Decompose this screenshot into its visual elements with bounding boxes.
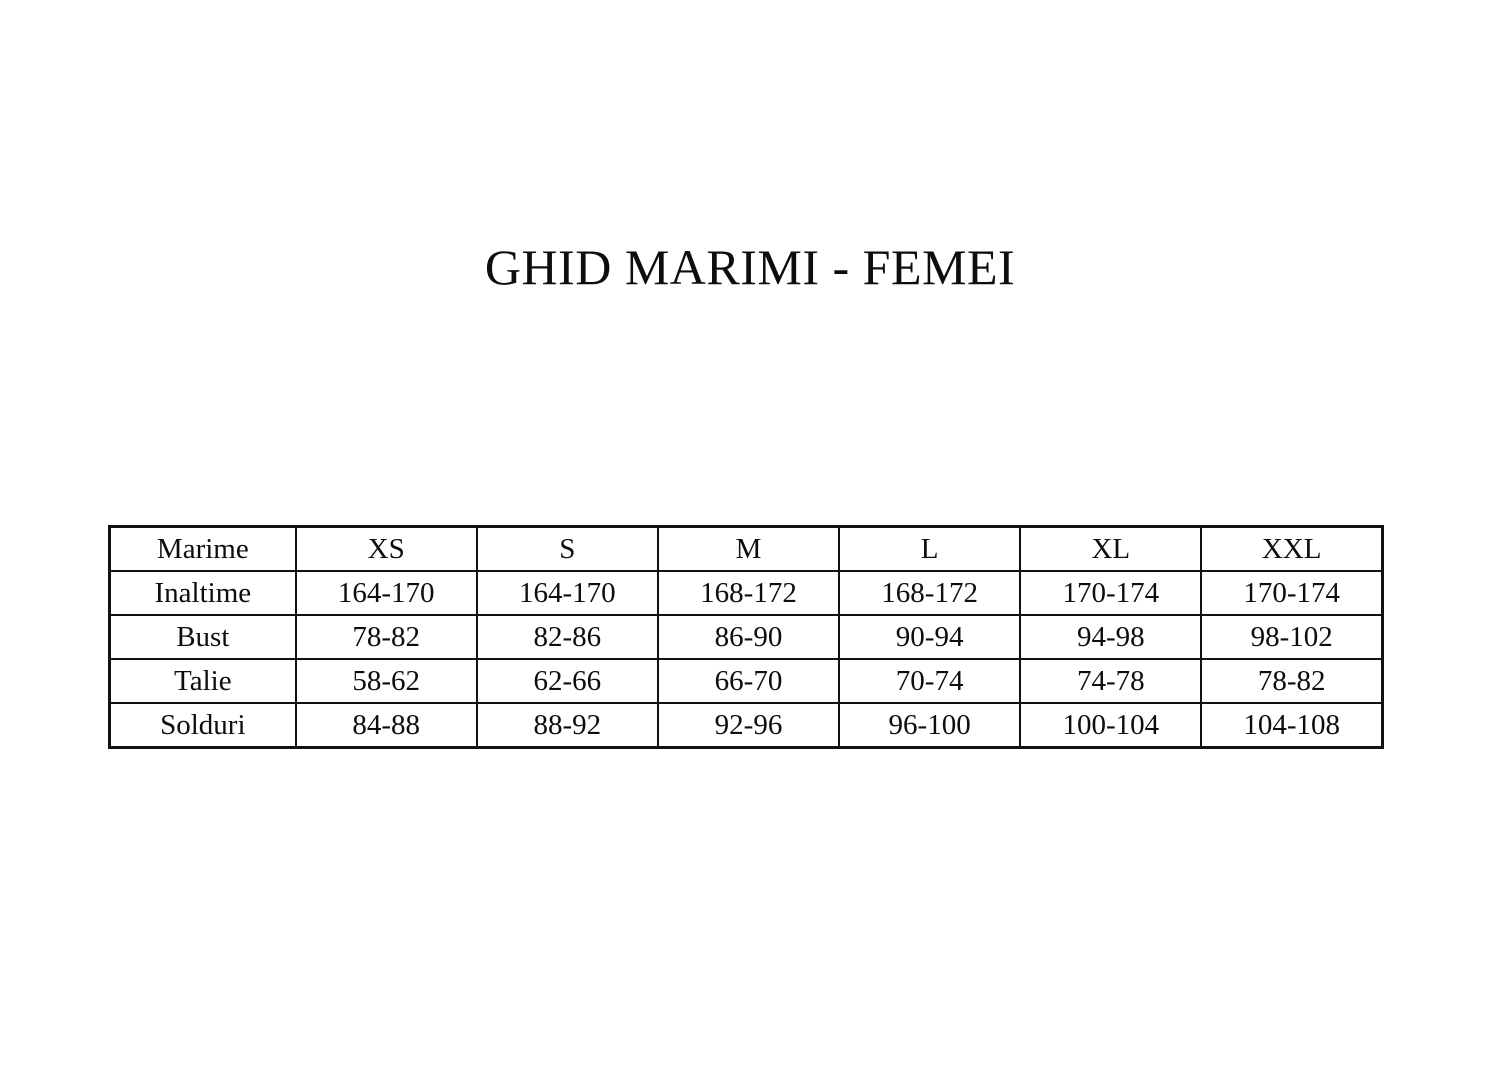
table-cell: 170-174 <box>1201 571 1382 615</box>
table-cell: 164-170 <box>477 571 658 615</box>
table-header-cell: M <box>658 527 839 572</box>
table-cell: 78-82 <box>1201 659 1382 703</box>
table-header-cell: XXL <box>1201 527 1382 572</box>
table-cell: 168-172 <box>839 571 1020 615</box>
table-cell: 70-74 <box>839 659 1020 703</box>
table-cell: 66-70 <box>658 659 839 703</box>
table-header-cell: S <box>477 527 658 572</box>
table-row <box>110 659 1383 703</box>
table-header-row <box>110 527 1383 572</box>
table-row <box>110 615 1383 659</box>
table-cell: 94-98 <box>1020 615 1201 659</box>
table-cell: 88-92 <box>477 703 658 748</box>
table-header-cell: L <box>839 527 1020 572</box>
table-cell: 98-102 <box>1201 615 1382 659</box>
row-label: Talie <box>110 659 296 703</box>
table-header-cell: XS <box>296 527 477 572</box>
table-cell: 78-82 <box>296 615 477 659</box>
table-cell: 84-88 <box>296 703 477 748</box>
table-cell: 100-104 <box>1020 703 1201 748</box>
table-header-cell: Marime <box>110 527 296 572</box>
size-guide-table <box>108 525 1384 749</box>
table-cell: 90-94 <box>839 615 1020 659</box>
page-title: GHID MARIMI - FEMEI <box>484 239 1016 295</box>
table-cell: 82-86 <box>477 615 658 659</box>
table-cell: 58-62 <box>296 659 477 703</box>
table-cell: 86-90 <box>658 615 839 659</box>
table-row <box>110 571 1383 615</box>
table-cell: 170-174 <box>1020 571 1201 615</box>
table-cell: 92-96 <box>658 703 839 748</box>
table-cell: 104-108 <box>1201 703 1382 748</box>
table-cell: 164-170 <box>296 571 477 615</box>
table-cell: 96-100 <box>839 703 1020 748</box>
table-cell: 62-66 <box>477 659 658 703</box>
table-cell: 74-78 <box>1020 659 1201 703</box>
size-table-container <box>108 525 1384 749</box>
table-row <box>110 703 1383 748</box>
row-label: Inaltime <box>110 571 296 615</box>
row-label: Solduri <box>110 703 296 748</box>
table-cell: 168-172 <box>658 571 839 615</box>
table-header-cell: XL <box>1020 527 1201 572</box>
row-label: Bust <box>110 615 296 659</box>
